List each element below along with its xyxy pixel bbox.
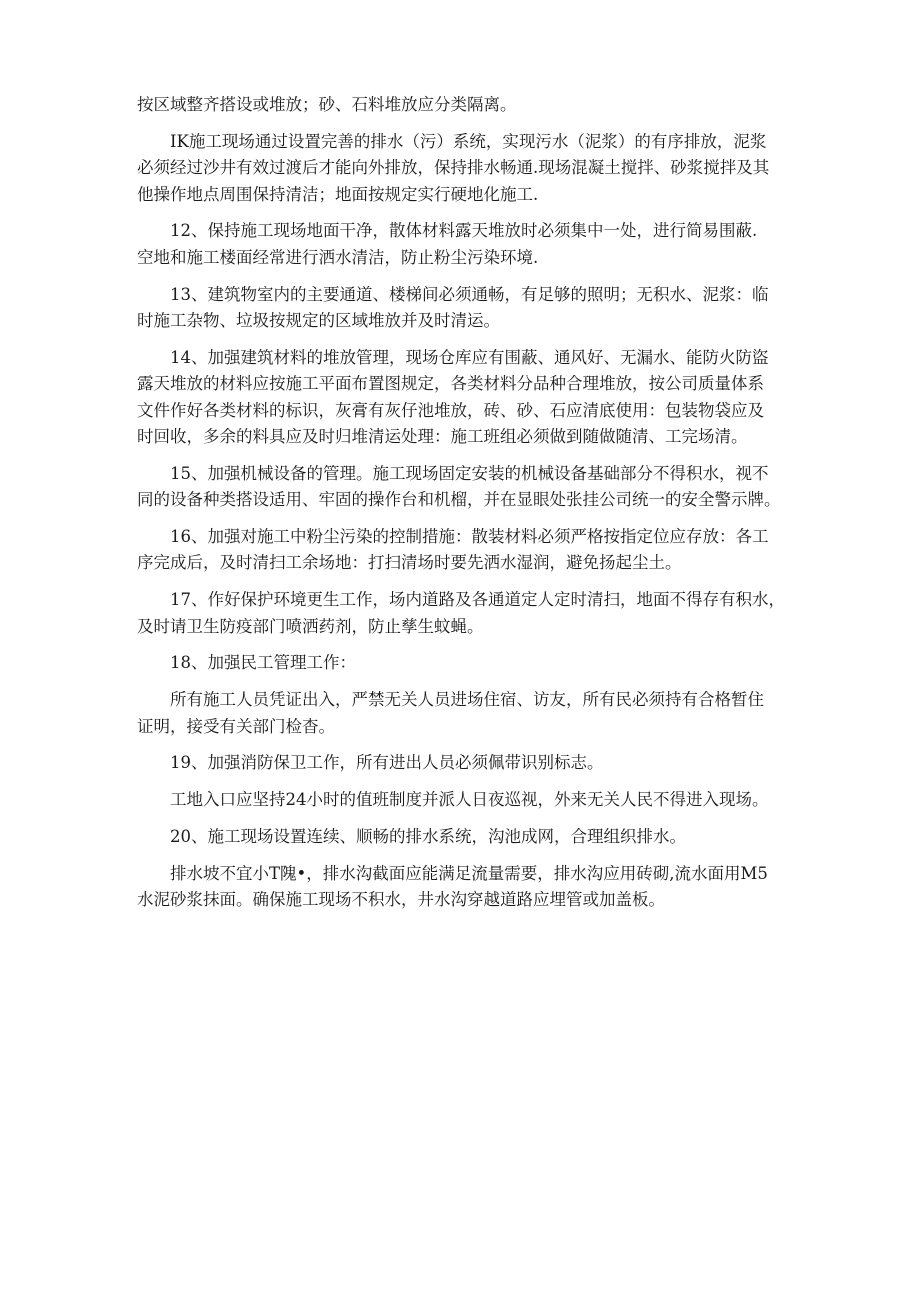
text-line: 序完成后，及时清扫工余场地：打扫清场时要先洒水湿润，避免扬起尘土。 xyxy=(137,553,682,573)
paragraph xyxy=(137,524,787,577)
paragraph xyxy=(137,687,787,740)
paragraph xyxy=(137,345,787,451)
text-line: 证明，接受有关部门检杳。 xyxy=(137,716,335,736)
paragraph xyxy=(137,587,787,640)
paragraph xyxy=(137,824,787,850)
paragraph xyxy=(137,650,787,676)
text-line: 时回收，多余的料具应及时归堆清运处理：施工班组必须做到随做随清、工完场清。 xyxy=(137,427,748,447)
text-line: 同的设备种类搭设适用、牢固的操作台和机榴，并在显眼处张挂公司统一的安全警示牌。 xyxy=(137,490,781,510)
text-line: 12、保持施工现场地面干净，散体材料露天堆放时必须集中一处，进行简易围蔽. xyxy=(170,221,758,241)
text-line: 16、加强对施工中粉尘污染的控制措施：散装材料必须严格按指定位应存放：各工 xyxy=(170,527,769,547)
text-line: 14、加强建筑材料的堆放管理，现场仓库应有围蔽、通风好、无漏水、能防火防盜 xyxy=(170,347,769,367)
text-line: 所有施工人员凭证出入，严禁无关人员进场住宿、访友，所有民必须持有合格暂住 xyxy=(170,690,764,710)
text-line: 17、作好保护环境更生工作，场内道路及各通道定人定时清扫，地面不得存有积水， xyxy=(170,590,785,610)
text-line: 水泥砂浆抹面。确保施工现场不积水，井水沟穿越道路应埋管或加盖板。 xyxy=(137,890,665,910)
text-line: 20、施工现场设置连续、顺畅的排水系统，沟池成网，合理组织排水。 xyxy=(170,827,686,847)
document-body xyxy=(137,92,787,924)
text-line: 工地入口应坚持24小时的值班制度并派人日夜巡视，外来无关人民不得进入现场。 xyxy=(170,790,769,810)
paragraph xyxy=(137,750,787,776)
text-line: 13、建筑物室内的主要通道、楼梯间必须通畅，有足够的照明；无积水、泥浆：临 xyxy=(170,284,769,304)
paragraph xyxy=(137,129,787,208)
text-line: 必须经过沙井有效过渡后才能向外排放，保持排水畅通.现场混凝土搅拌、砂浆搅拌及其 xyxy=(137,158,770,178)
text-line: 15、加强机械设备的管理。施工现场固定安装的机械设备基础部分不得积水，视不 xyxy=(170,463,769,483)
text-line: 文件作好各类材料的标识，灰膏有灰仔池堆放，砖、砂、石应清底使用：包装物袋应及 xyxy=(137,400,764,420)
text-line: 露天堆放的材料应按施工平面布置图规定，各类材料分品种合理堆放，按公司质量体系 xyxy=(137,374,764,394)
text-line: IK施工现场通过设置完善的排水（污）系统，实现污水（泥浆）的有序排放，泥浆 xyxy=(170,131,767,151)
paragraph xyxy=(137,282,787,335)
text-line: 及时请卫生防疫部门喷洒药剂，防止孳生蚊蝇。 xyxy=(137,616,484,636)
paragraph xyxy=(137,461,787,514)
text-line: 空地和施工楼面经常进行洒水清洁，防止粉尘污染环境. xyxy=(137,247,539,267)
paragraph xyxy=(137,218,787,271)
text-line: 排水坡不宜小T隗•，排水沟截面应能满足流量需要，排水沟应用砖砌,流水面用M5 xyxy=(170,863,768,883)
paragraph xyxy=(137,861,787,914)
text-line: 按区域整齐搭设或堆放；砂、石料堆放应分类隔离。 xyxy=(137,95,517,114)
text-line: 18、加强民工管理工作： xyxy=(170,653,356,673)
paragraph xyxy=(137,787,787,813)
text-line: 他操作地点周围保持清洁；地面按规定实行硬地化施工. xyxy=(137,184,539,204)
text-line: 19、加强消防保卫工作，所有进出人员必须佩带识别标志。 xyxy=(170,753,604,773)
paragraph xyxy=(137,92,787,118)
text-line: 时施工杂物、垃圾按规定的区域堆放并及时清运。 xyxy=(137,311,500,331)
